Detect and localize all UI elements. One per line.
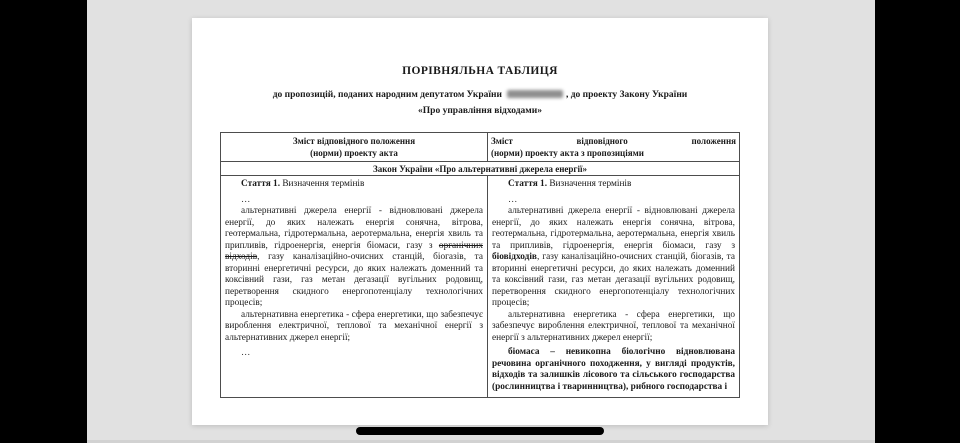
table-body-row: [221, 176, 740, 398]
header-left-line1: Зміст відповідного положення: [292, 135, 416, 146]
right-ellipsis-top: …: [508, 194, 519, 205]
document-subtitle: [210, 87, 750, 119]
letterbox-left: [0, 0, 87, 443]
law-title-row: [221, 162, 740, 176]
home-indicator[interactable]: [356, 427, 604, 435]
document-page: [192, 18, 768, 425]
redacted-name-blur: [507, 90, 563, 98]
header-cell-right: [488, 133, 740, 162]
right-paragraph-3-bold: біомаса – невикопна біологічно відновлювана речовина органічного походження, у вигляді продуктів, відходів та залишків лісового та сільського господарства (рослинництва і тваринництва), рибного господарства і: [492, 347, 735, 392]
body-cell-right: [488, 176, 740, 398]
left-column-text: [221, 176, 487, 396]
subtitle-text-before: до пропозицій, поданих народним депутатом України: [272, 90, 502, 100]
left-paragraph-2: альтернативна енергетика - сфера енергетики, що забезпечує вироблення електричної, теплової та механічної енергії з альтернативних джерел енергії;: [225, 309, 483, 343]
subtitle-text-after: , до проекту Закону України: [565, 90, 688, 100]
header-left-line2: (норми) проекту акта: [310, 148, 398, 158]
left-ellipsis-bottom: …: [241, 348, 252, 358]
struck-text: органічних відходів: [225, 240, 483, 262]
header-right-line2: (норми) проекту акта з пропозиціями: [491, 148, 644, 158]
left-ellipsis-top: …: [241, 194, 252, 205]
letterbox-right: [875, 0, 960, 443]
right-paragraph-2: альтернативна енергетика - сфера енергетики, що забезпечує вироблення електричної, теплової та механічної енергії з альтернативних джерел енергії;: [492, 309, 735, 343]
right-column-text: [488, 176, 739, 396]
law-title-cell: Закон України «Про альтернативні джерела енергії»: [221, 162, 740, 176]
right-paragraph-1: альтернативні джерела енергії - відновлювані джерела енергії, до яких належать енергія сонячна, вітрова, геотермальна, гідротермальна, аеротермальна, енергія хвиль та припливів, гідроенергія, енергія біомаси, газу з біовідходів, газу каналізаційно-очисних станцій, біогазів, та вторинні енергетичні ресурси, до яких належать доменний та коксівний гази, газ метан дегазації вугільних родовищ, перетворення скидного енергопотенціалу технологічних процесів;: [492, 206, 735, 308]
document-title: ПОРІВНЯЛЬНА ТАБЛИЦЯ: [402, 65, 558, 77]
right-article-heading: Стаття 1. Визначення термінів: [508, 179, 632, 189]
header-cell-left: [221, 133, 488, 162]
left-paragraph-1: альтернативні джерела енергії - відновлювані джерела енергії, до яких належать енергія сонячна, вітрова, геотермальна, гідротермальна, аеротермальна, енергія хвиль та припливів, гідроенергія, енергія біомаси, газу з органічних відходів, газу каналізаційно-очисних станцій, біогазів, та вторинні енергетичні ресурси, до яких належать доменний та коксівний гази, газ метан дегазації вугільних родовищ, перетворення скидного енергопотенціалу технологічних процесів;: [225, 206, 483, 308]
comparison-table: [220, 132, 740, 398]
body-cell-left: [221, 176, 488, 398]
inserted-bold-text: біовідходів: [492, 252, 537, 262]
subtitle-line2: «Про управління відходами»: [418, 106, 542, 116]
left-article-heading: Стаття 1. Визначення термінів: [241, 179, 365, 189]
header-right-line1: Зміст відповідного положення: [491, 135, 736, 146]
table-header-row: [221, 133, 740, 162]
